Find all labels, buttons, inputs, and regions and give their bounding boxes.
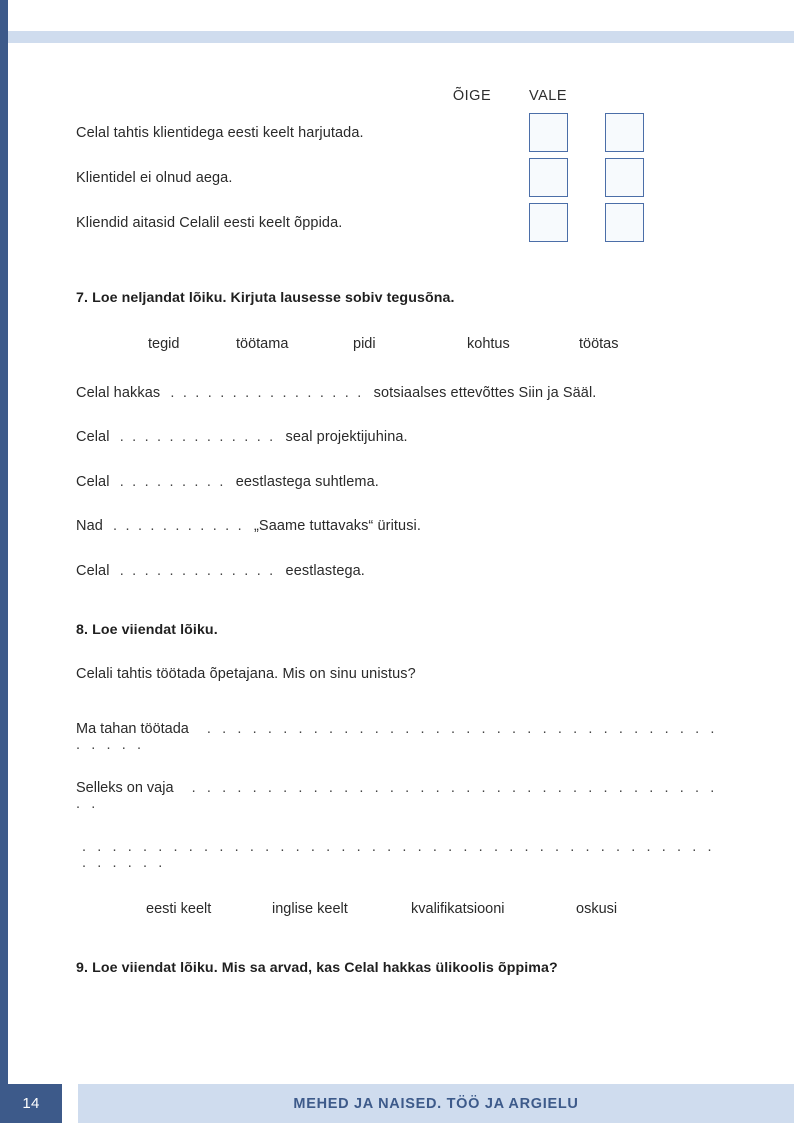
sentence-blank[interactable]: . . . . . . . . . . . . . — [119, 429, 276, 446]
wordbank-item: kvalifikatsiooni — [411, 901, 505, 918]
sentence-blank[interactable]: . . . . . . . . . — [119, 473, 226, 490]
sentence-before: Celal — [76, 562, 110, 579]
checkbox-true-3[interactable] — [529, 203, 568, 242]
false-cell — [586, 203, 662, 242]
exercise-7-sentences — [76, 385, 726, 580]
true-cell — [510, 158, 586, 197]
exercise-8-wordbank — [76, 901, 726, 917]
answer-boxes — [510, 203, 726, 242]
fill-in-sentence — [76, 385, 726, 402]
sentence-after: sotsiaalses ettevõttes Siin ja Sääl. — [373, 385, 597, 401]
column-header-false: VALE — [528, 88, 567, 104]
wordbank-item: töötas — [579, 336, 619, 352]
fill-in-sentence — [76, 518, 726, 535]
fill-in-sentence — [76, 563, 726, 580]
table-row — [76, 155, 726, 200]
checkbox-false-1[interactable] — [605, 113, 644, 152]
sentence-blank[interactable]: . . . . . . . . . . . . . — [119, 562, 276, 579]
exercise-7-heading: 7. Loe neljandat lõiku. Kirjuta lausesse sobiv tegusõna. — [76, 290, 455, 306]
checkbox-false-2[interactable] — [605, 158, 644, 197]
answer-line — [76, 721, 726, 753]
answer-line-dots[interactable]: . . . . . . . . . . . . . . . . . . . . . . . . . . . . . . . . . . . . . . . — [76, 721, 719, 754]
exercise-8-heading: 8. Loe viiendat lõiku. — [76, 621, 218, 638]
table-row — [76, 110, 726, 155]
answer-line-label: Selleks on vaja — [76, 780, 174, 797]
wordbank-item: inglise keelt — [272, 901, 348, 918]
top-decorative-bar — [8, 31, 794, 43]
footer-chapter-title: MEHED JA NAISED. TÖÖ JA ARGIELU — [78, 1084, 794, 1123]
statement-text: Kliendid aitasid Celalil eesti keelt õppida. — [76, 214, 343, 231]
checkbox-true-1[interactable] — [529, 113, 568, 152]
wordbank-item: töötama — [236, 336, 289, 352]
sentence-before: Celal — [76, 429, 110, 446]
page-content — [76, 70, 726, 976]
sentence-before: Nad — [76, 518, 103, 535]
fill-in-sentence — [76, 429, 726, 446]
false-cell — [586, 113, 662, 152]
exercise-8-answer-lines — [76, 721, 726, 871]
answer-line — [76, 780, 726, 812]
wordbank-item: oskusi — [576, 901, 618, 918]
true-false-header-row — [76, 78, 726, 104]
page-number-badge: 14 — [0, 1084, 62, 1123]
false-cell — [586, 158, 662, 197]
answer-boxes — [510, 113, 726, 152]
statement-text: Klientidel ei olnud aega. — [76, 169, 233, 186]
sentence-after: eestlastega suhtlema. — [235, 473, 379, 490]
true-cell — [510, 203, 586, 242]
wordbank-item: tegid — [148, 336, 180, 352]
true-cell — [510, 113, 586, 152]
column-header-true: ÕIGE — [452, 88, 492, 104]
wordbank-item: pidi — [353, 336, 376, 352]
table-row — [76, 200, 726, 245]
exercise-7-wordbank — [76, 336, 726, 352]
checkbox-true-2[interactable] — [529, 158, 568, 197]
answer-line-dots[interactable]: . . . . . . . . . . . . . . . . . . . . . . . . . . . . . . . . . . . . . — [76, 780, 718, 813]
answer-line-dots[interactable]: . . . . . . . . . . . . . . . . . . . . . . . . . . . . . . . . . . . . . . . . . . . . . . . . — [82, 839, 716, 872]
left-spine-decoration — [0, 0, 8, 1123]
exercise-9-heading: 9. Loe viiendat lõiku. Mis sa arvad, kas Celal hakkas ülikoolis õppima? — [76, 960, 558, 977]
exercise-8-prompt: Celali tahtis töötada õpetajana. Mis on sinu unistus? — [76, 665, 416, 682]
true-false-table — [76, 78, 726, 245]
answer-line-label: Ma tahan töötada — [76, 721, 189, 738]
sentence-before: Celal hakkas — [76, 385, 161, 401]
answer-line — [76, 839, 726, 871]
wordbank-item: kohtus — [467, 336, 510, 352]
sentence-after: eestlastega. — [285, 562, 365, 579]
sentence-after: seal projektijuhina. — [285, 429, 408, 446]
statement-text: Celal tahtis klientidega eesti keelt harjutada. — [76, 124, 364, 141]
answer-boxes — [510, 158, 726, 197]
wordbank-item: eesti keelt — [146, 901, 212, 918]
sentence-before: Celal — [76, 473, 110, 490]
fill-in-sentence — [76, 474, 726, 491]
sentence-after: „Saame tuttavaks“ üritusi. — [254, 518, 421, 535]
checkbox-false-3[interactable] — [605, 203, 644, 242]
sentence-blank[interactable]: . . . . . . . . . . . — [113, 518, 244, 535]
sentence-blank[interactable]: . . . . . . . . . . . . . . . . — [170, 385, 364, 401]
